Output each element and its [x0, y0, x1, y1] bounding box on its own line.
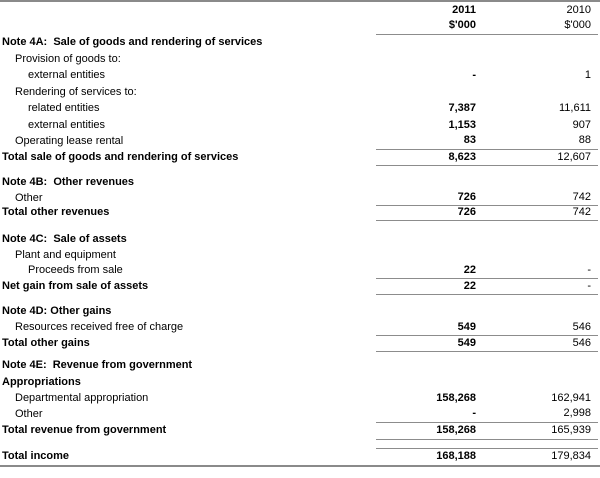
- value-2010: 179,834: [551, 450, 591, 463]
- value-2011: [376, 303, 490, 320]
- value-2010: [490, 34, 598, 51]
- spacer-row: [0, 294, 598, 303]
- table-row: [0, 335, 598, 351]
- row-label: Proceeds from sale: [28, 264, 123, 276]
- value-2011: [376, 174, 490, 191]
- row-label: Departmental appropriation: [15, 391, 149, 404]
- header-spacer: [0, 2, 376, 18]
- value-2011: [376, 220, 490, 231]
- table-row: [0, 133, 598, 149]
- value-2011: 726: [376, 191, 490, 205]
- row-label: Resources received free of charge: [15, 321, 184, 333]
- value-2010: [490, 294, 598, 303]
- row-label: Note 4C: Sale of assets: [2, 233, 127, 245]
- row-label: related entities: [28, 102, 100, 114]
- unit-header-2010: $'000: [490, 18, 598, 34]
- unit-header-2011: $'000: [376, 18, 490, 34]
- row-label: Other: [15, 191, 43, 204]
- value-2010: [490, 374, 598, 390]
- value-2011: [376, 231, 490, 248]
- table-row: [0, 149, 598, 165]
- header-spacer: [0, 18, 376, 34]
- value-2010: 11,611: [558, 102, 591, 114]
- value-2011: 549: [376, 320, 490, 335]
- row-label: Note 4B: Other revenues: [2, 176, 135, 188]
- column-header-2011: 2011: [452, 3, 476, 16]
- row-label: Appropriations: [2, 375, 81, 388]
- row-label: Plant and equipment: [15, 249, 116, 261]
- table-row: [0, 191, 598, 205]
- value-2011: -: [376, 406, 490, 422]
- row-label: Note 4E: Revenue from government: [2, 359, 193, 371]
- value-2010: 907: [572, 118, 591, 131]
- row-label: Net gain from sale of assets: [2, 279, 149, 292]
- value-2010: 12,607: [490, 149, 598, 165]
- table-row: [0, 422, 598, 439]
- value-2011: 8,623: [376, 149, 490, 165]
- value-2010: [490, 303, 598, 320]
- table-row: [0, 100, 598, 117]
- value-2010: [490, 357, 598, 374]
- row-label: Operating lease rental: [15, 134, 124, 147]
- value-2010: 742: [490, 191, 598, 205]
- value-2010: 546: [490, 320, 598, 335]
- value-2011: [376, 294, 490, 303]
- table-row: [0, 357, 598, 374]
- value-2011: [376, 357, 490, 374]
- value-2010: 546: [490, 335, 598, 351]
- value-2010: 88: [490, 133, 598, 149]
- table-row: [0, 406, 598, 422]
- row-label: Total revenue from government: [2, 424, 167, 436]
- value-2011: [376, 374, 490, 390]
- table-row: [0, 303, 598, 320]
- value-2011: 1,153: [448, 118, 476, 131]
- value-2010: [490, 51, 598, 67]
- value-2010: [490, 174, 598, 191]
- value-2011: 22: [376, 278, 490, 294]
- table-header: [0, 2, 598, 34]
- table-row: [0, 263, 598, 278]
- value-2011: [376, 439, 490, 448]
- row-label: [0, 294, 376, 303]
- value-2011: 168,188: [436, 450, 476, 463]
- value-2011: 22: [376, 263, 490, 278]
- spacer-row: [0, 220, 598, 231]
- row-label: Note 4D: Other gains: [2, 305, 112, 317]
- value-2011: -: [472, 69, 476, 81]
- row-label: Provision of goods to:: [15, 52, 121, 65]
- value-2010: -: [490, 263, 598, 278]
- row-label: Total sale of goods and rendering of services: [2, 150, 239, 163]
- revenue-notes-table: [0, 2, 598, 465]
- value-2011: 158,268: [436, 391, 476, 404]
- row-label: [0, 220, 376, 231]
- value-2010: 2,998: [490, 406, 598, 422]
- row-label: Other: [15, 407, 43, 420]
- row-label: Total other gains: [2, 336, 90, 349]
- value-2011: 83: [376, 133, 490, 149]
- table-row: [0, 117, 598, 133]
- column-header-2010: 2010: [566, 3, 591, 16]
- value-2011: 549: [376, 335, 490, 351]
- value-2010: [490, 84, 598, 100]
- row-label: Total other revenues: [2, 206, 110, 218]
- value-2011: [376, 165, 490, 174]
- table-row: [0, 84, 598, 100]
- value-2011: 726: [376, 205, 490, 220]
- value-2010: [490, 220, 598, 231]
- year-header-row: [0, 2, 598, 18]
- table-row: [0, 231, 598, 248]
- value-2010: 162,941: [551, 391, 591, 404]
- value-2010: -: [490, 278, 598, 294]
- table-row: [0, 248, 598, 263]
- table-row: [0, 34, 598, 51]
- table-row: [0, 278, 598, 294]
- spacer-row: [0, 165, 598, 174]
- value-2011: [376, 84, 490, 100]
- row-label: external entities: [28, 69, 106, 81]
- unit-header-row: [0, 18, 598, 34]
- value-2010: [490, 248, 598, 263]
- table-row: [0, 205, 598, 220]
- value-2011: 158,268: [376, 422, 490, 439]
- table-row: [0, 174, 598, 191]
- value-2011: [376, 51, 490, 67]
- spacer-row: [0, 439, 598, 448]
- table-row: [0, 67, 598, 84]
- row-label: external entities: [28, 118, 106, 131]
- value-2010: 165,939: [490, 422, 598, 439]
- row-label: [0, 165, 376, 174]
- table-row: [0, 320, 598, 335]
- table-row: [0, 51, 598, 67]
- table-row: [0, 390, 598, 406]
- value-2011: 7,387: [448, 102, 476, 114]
- value-2010: [490, 165, 598, 174]
- value-2010: 742: [490, 205, 598, 220]
- row-label: Total income: [2, 450, 70, 462]
- row-label: Rendering of services to:: [15, 85, 137, 98]
- value-2011: [376, 34, 490, 51]
- row-label: [0, 439, 376, 448]
- table-row: [0, 448, 598, 465]
- value-2011: [376, 248, 490, 263]
- value-2010: 1: [584, 69, 591, 81]
- value-2010: [490, 231, 598, 248]
- table-body: [0, 34, 598, 465]
- value-2010: [490, 439, 598, 448]
- row-label: Note 4A: Sale of goods and rendering of services: [2, 36, 263, 48]
- table-row: [0, 374, 598, 390]
